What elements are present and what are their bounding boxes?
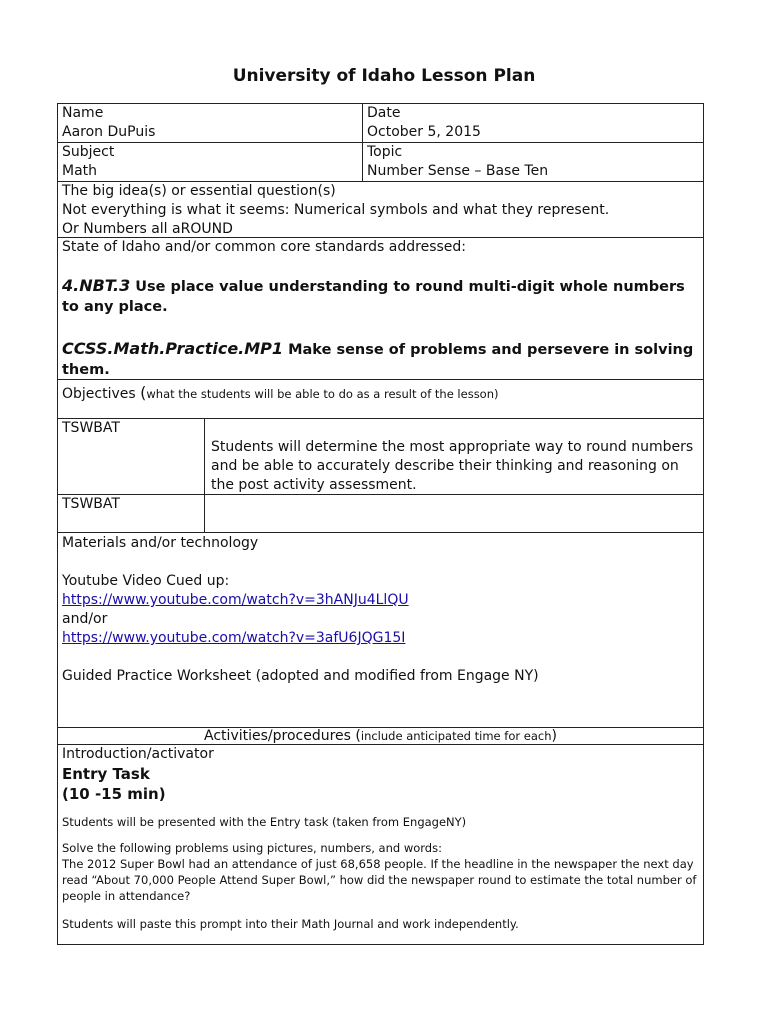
objectives-label: Objectives — [62, 386, 136, 402]
entry-task-problem: The 2012 Super Bowl had an attendance of just 68,658 people. If the headline in the newspaper the next day read “About 70,000 People Attend Super Bowl,” how did the newspaper round to estimate the total number of people in attendance? — [62, 857, 697, 903]
topic-cell — [362, 142, 704, 182]
materials-worksheet: Guided Practice Worksheet (adopted and modified from Engage NY) — [62, 668, 539, 684]
standard-1-code: 4.NBT.3 — [62, 276, 131, 295]
objective-row-1-label-cell — [57, 418, 205, 495]
activities-paren-close: ) — [551, 728, 557, 744]
name-label: Name — [62, 105, 104, 121]
materials-link-2[interactable]: https://www.youtube.com/watch?v=3afU6JQG15I — [62, 630, 406, 646]
topic-value: Number Sense – Base Ten — [367, 163, 549, 179]
name-value: Aaron DuPuis — [62, 124, 156, 140]
activities-label: Activities/procedures — [204, 728, 351, 744]
materials-link-1[interactable]: https://www.youtube.com/watch?v=3hANJu4LlQU — [62, 592, 409, 608]
objective-row-2-label: TSWBAT — [62, 496, 120, 512]
standard-2-text: Make sense of problems and persevere in solving them. — [62, 342, 694, 378]
activities-header-cell — [57, 727, 704, 745]
entry-task-heading: Entry Task — [62, 765, 150, 783]
objective-row-2-text-cell — [204, 494, 704, 533]
big-idea-cell — [57, 181, 704, 238]
objective-row-1-text: Students will determine the most appropriate way to round numbers and be able to accurately describe their thinking and reasoning on the post activity assessment. — [211, 439, 694, 493]
objectives-cell — [57, 379, 704, 419]
entry-task-solve: Solve the following problems using pictures, numbers, and words: — [62, 841, 442, 855]
entry-task-paste: Students will paste this prompt into their Math Journal and work independently. — [62, 917, 519, 931]
objective-row-1-text-cell — [204, 418, 704, 495]
subject-label: Subject — [62, 144, 115, 160]
objectives-paren: ( — [140, 383, 147, 402]
activities-body-cell — [57, 744, 704, 945]
objective-row-2-label-cell — [57, 494, 205, 533]
standard-2-code: CCSS.Math.Practice.MP1 — [62, 339, 284, 358]
subject-cell — [57, 142, 363, 182]
entry-task-time: (10 -15 min) — [62, 785, 166, 803]
objective-row-1-label: TSWBAT — [62, 420, 120, 436]
standards-cell — [57, 237, 704, 380]
materials-cell — [57, 532, 704, 728]
activities-note: include anticipated time for each — [360, 729, 552, 743]
materials-andor: and/or — [62, 611, 108, 627]
date-value: October 5, 2015 — [367, 124, 481, 140]
topic-label: Topic — [367, 144, 403, 160]
name-cell — [57, 103, 363, 143]
big-idea-line1: Not everything is what it seems: Numerical symbols and what they represent. — [62, 202, 610, 218]
materials-video-label: Youtube Video Cued up: — [62, 573, 230, 589]
big-idea-label: The big idea(s) or essential question(s) — [62, 183, 336, 199]
standard-1 — [62, 276, 699, 317]
standards-label: State of Idaho and/or common core standards addressed: — [62, 239, 467, 255]
big-idea-line2: Or Numbers all aROUND — [62, 221, 233, 237]
date-cell — [362, 103, 704, 143]
subject-value: Math — [62, 163, 98, 179]
objectives-note: what the students will be able to do as a result of the lesson) — [146, 387, 499, 401]
date-label: Date — [367, 105, 401, 121]
materials-label: Materials and/or technology — [62, 535, 259, 551]
intro-label: Introduction/activator — [62, 746, 214, 762]
standard-1-text: Use place value understanding to round multi-digit whole numbers to any place. — [62, 279, 685, 315]
entry-task-presented: Students will be presented with the Entry task (taken from EngageNY) — [62, 815, 467, 829]
document-title: University of Idaho Lesson Plan — [232, 66, 536, 86]
standard-2 — [62, 339, 699, 380]
activities-paren-open: ( — [355, 728, 361, 744]
